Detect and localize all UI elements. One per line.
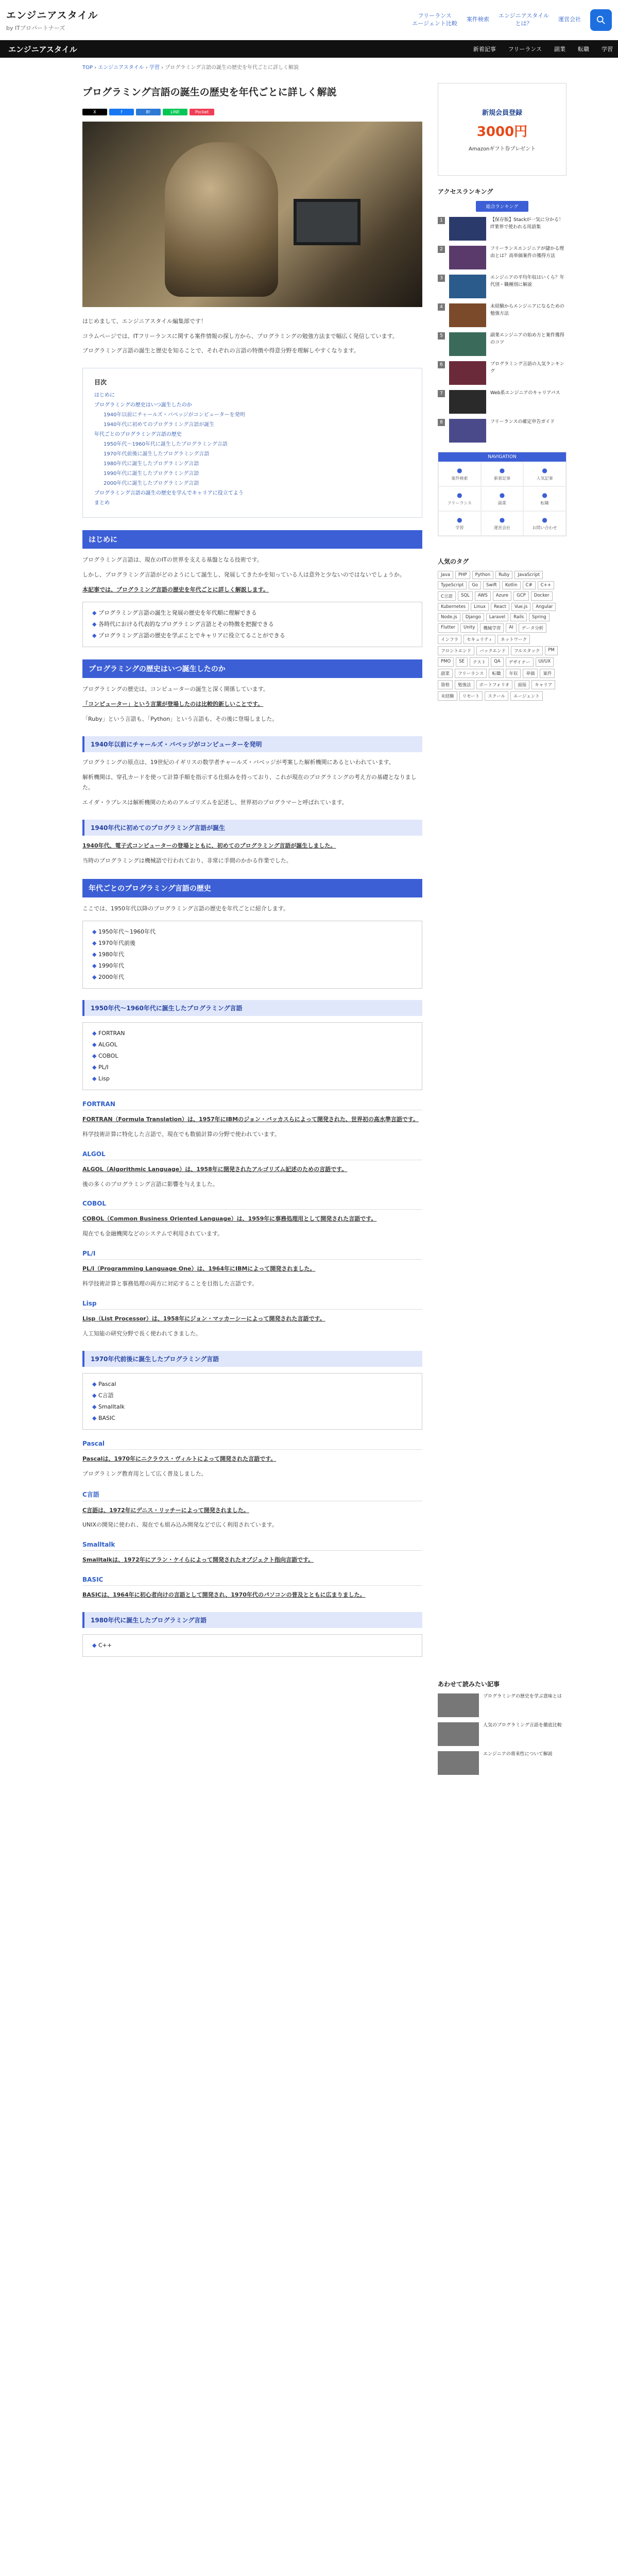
tag-chip[interactable]: Kubernetes [438,603,469,611]
tag-chip[interactable]: フロントエンド [438,646,474,655]
recommended-item-title: プログラミングの歴史を学ぶ意味とは [483,1694,562,1699]
subsection-heading: 1980年代に誕生したプログラミング言語 [82,1612,422,1628]
tag-chip[interactable]: QA [491,657,504,667]
tag-chip[interactable]: JavaScript [514,571,543,579]
navigation-cell-icon: ● [499,516,505,523]
tag-chip[interactable]: スクール [485,691,508,701]
tag-chip[interactable]: C言語 [438,591,456,601]
list-item: ◆ プログラミング言語の誕生と発展の歴史を年代順に理解できる [92,607,413,619]
rank-number: 5 [438,332,445,340]
ranking-item[interactable] [438,303,566,327]
tag-chip[interactable]: リモート [459,691,483,701]
share-x-button[interactable]: X [82,109,107,115]
tag-chip[interactable]: キャリア [531,680,555,689]
tag-cloud [438,571,566,701]
navigation-cell[interactable] [481,462,524,486]
list-item: ◆ 各時代における代表的なプログラミング言語とその特徴を把握できる [92,619,413,630]
breadcrumb-top[interactable]: TOP [82,65,93,71]
tag-chip[interactable]: ネットワーク [497,635,530,644]
paragraph: UNIXの開発に使われ、現在でも組み込み開発などで広く利用されています。 [82,1521,278,1529]
navigation-title: NAVIGATION [438,452,566,462]
tag-chip[interactable]: PHP [455,571,470,579]
navigation-cell-label: 人気記事 [536,476,553,481]
language-heading: ALGOL [82,1150,422,1160]
list-item: ◆ 1950年代〜1960年代 [92,926,413,938]
navigation-cell-label: 学習 [455,526,464,530]
navigation-cell[interactable] [438,462,481,486]
paragraph: 「コンピューター」という言葉が登場したのは比較的新しいことです。 [82,700,264,707]
subsection-heading: 1940年以前にチャールズ・バベッジがコンピューターを発明 [82,736,422,752]
ranking-item[interactable] [438,419,566,443]
toc-item[interactable]: 1940年以前にチャールズ・バベッジがコンピューターを発明 [104,412,245,418]
tag-chip[interactable]: React [491,603,509,611]
article-thumbnail [438,1751,479,1775]
tag-chip[interactable]: AWS [475,591,491,601]
list-item: ◆ 1970年代前後 [92,938,413,949]
toc-item[interactable]: まとめ [94,500,110,506]
navigation-cell-icon: ● [542,516,547,523]
paragraph: 人工知能の研究分野で長く使われてきました。 [82,1330,201,1337]
paragraph: ALGOL（Algorithmic Language）は、1958年に開発されたアルゴリズム記述のための言語です。 [82,1165,348,1173]
tag-chip[interactable]: 年収 [506,669,521,678]
tag-chip[interactable]: Spring [529,613,549,621]
subsection-heading: 1940年代に初めてのプログラミング言語が誕生 [82,820,422,836]
share-hatena-button[interactable]: B! [136,109,161,115]
tag-chip[interactable]: テスト [470,657,489,667]
nav-item-learning[interactable]: 学習 [602,46,613,53]
header-links [412,9,612,31]
paragraph: 解析機関は、穿孔カードを使って計算手順を指示する仕組みを持っており、これが現在のプログラミングの考え方の基礎となりました。 [82,773,417,791]
paragraph: PL/I（Programming Language One）は、1964年にIBMによって開発されました。 [82,1265,316,1273]
recommended-item-title: エンジニアの将来性について解説 [483,1752,553,1757]
tag-chip[interactable]: バックエンド [476,646,509,655]
nav-item-side-job[interactable]: 副業 [554,46,565,53]
navigation-cell-label: 転職 [540,501,549,505]
tag-chip[interactable]: Unity [460,623,478,633]
share-facebook-button[interactable]: f [109,109,134,115]
navigation-cell-icon: ● [457,492,462,499]
tag-chip[interactable]: Laravel [486,613,508,621]
toc-item[interactable]: 1980年代に誕生したプログラミング言語 [104,461,199,467]
tab-overall-ranking[interactable]: 総合ランキング [476,201,529,212]
tag-chip[interactable]: 案件 [540,669,555,678]
ranking-item-title: 副業エンジニアの始め方と案件獲得のコツ [490,333,564,345]
paragraph: Smalltalkは、1972年にアラン・ケイらによって開発されたオブジェクト指向言語です。 [82,1556,314,1564]
tag-chip[interactable]: 未経験 [438,691,457,701]
toc-item[interactable]: 1970年代前後に誕生したプログラミング言語 [104,451,210,457]
rank-number: 8 [438,419,445,426]
sidebar [438,76,566,1780]
banner-amount: 3000円 [476,124,528,140]
search-icon [596,15,606,25]
logo-text: エンジニアスタイル [6,10,98,21]
language-heading: PL/I [82,1250,422,1260]
list-item: ◆ BASIC [92,1413,413,1424]
article-thumbnail [449,390,486,414]
section-heading: はじめに [82,530,422,549]
tag-chip[interactable]: Kotlin [502,581,521,589]
language-list [82,1634,422,1657]
language-heading: Smalltalk [82,1541,422,1551]
rank-number: 2 [438,246,445,253]
tag-chip[interactable]: ポートフォリオ [476,680,513,689]
tag-chip[interactable]: Azure [493,591,511,601]
toc-item[interactable]: 1950年代〜1960年代に誕生したプログラミング言語 [104,442,228,448]
banner-title: 新規会員登録 [482,109,522,117]
nav-item-new[interactable]: 新着記事 [473,46,496,53]
list-item: ◆ 2000年代 [92,972,413,983]
paragraph: 後の多くのプログラミング言語に影響を与えました。 [82,1180,218,1188]
recommended-item[interactable] [438,1693,566,1717]
navigation-cell-icon: ● [499,467,505,474]
toc-item[interactable]: 年代ごとのプログラミング言語の歴史 [94,432,182,438]
navigation-cell-icon: ● [457,516,462,523]
list-item: ◆ Pascal [92,1379,413,1390]
subsection-heading: 1970年代前後に誕生したプログラミング言語 [82,1351,422,1367]
paragraph: FORTRAN（Formula Translation）は、1957年にIBMのジョン・バッカスらによって開発された、世界初の高水準言語です。 [82,1115,419,1123]
header-link-agent-compare[interactable]: フリーランス エージェント比較 [412,12,457,27]
ranking-tabs [438,201,566,212]
list-item: ◆ ALGOL [92,1039,413,1050]
ranking-item-title: Web系エンジニアのキャリアパス [490,391,560,396]
hero-image [82,122,422,307]
header-link-about[interactable]: エンジニアスタイル とは？ [498,12,549,27]
toc-item[interactable]: プログラミング言語の誕生の歴史を学んでキャリアに役立てよう [94,490,244,497]
share-pocket-button[interactable]: Pocket [190,109,214,115]
toc-item[interactable]: 2000年代に誕生したプログラミング言語 [104,481,199,487]
breadcrumb-site[interactable]: エンジニアスタイル [98,65,144,71]
paragraph: 当時のプログラミングは機械語で行われており、非常に手間のかかる作業でした。 [82,857,292,865]
language-list [82,1022,422,1090]
language-heading: FORTRAN [82,1100,422,1110]
language-heading: Lisp [82,1300,422,1310]
search-button[interactable] [590,9,612,31]
tag-chip[interactable]: 勉強法 [455,680,474,689]
ranking-item[interactable] [438,390,566,414]
nav-menu [473,45,613,53]
intro-paragraph: プログラミング言語の誕生と歴史を知ることで、それぞれの言語の特徴や得意分野を理解しやすくなります。 [82,347,359,354]
tag-chip[interactable]: 資格 [438,680,453,689]
tag-chip[interactable]: デザイナー [506,657,534,667]
article [82,76,422,1780]
article-title: プログラミング言語の誕生の歴史を年代ごとに詳しく解説 [82,87,337,98]
ranking-item[interactable] [438,246,566,269]
list-item: ◆ 1980年代 [92,949,413,960]
tag-chip[interactable]: Python [472,571,493,579]
navigation-cell-label: 副業 [497,501,506,505]
tag-chip[interactable]: 機械学習 [480,623,504,633]
table-of-contents [82,368,422,518]
navigation-cell[interactable] [523,462,566,486]
language-list [82,1373,422,1430]
recommended-list [438,1693,566,1775]
tag-chip[interactable]: 面接 [514,680,529,689]
paragraph: Pascalは、1970年にニクラウス・ヴィルトによって開発された言語です。 [82,1455,277,1462]
tag-chip[interactable]: エージェント [510,691,543,701]
paragraph: 科学技術計算と事務処理の両方に対応することを目指した言語です。 [82,1280,258,1287]
language-heading: Pascal [82,1440,422,1450]
share-buttons [82,109,422,115]
rank-number: 3 [438,275,445,282]
navigation-cell[interactable] [438,486,481,511]
list-item: ◆ COBOL [92,1050,413,1062]
hero-monitor [294,199,360,245]
article-thumbnail [449,419,486,443]
language-heading: COBOL [82,1200,422,1210]
navigation-grid [438,452,566,536]
rank-number: 4 [438,303,445,311]
list-item: ◆ 1990年代 [92,960,413,972]
toc-item[interactable]: 1990年代に誕生したプログラミング言語 [104,471,199,477]
ranking-item-title: プログラミング言語の人気ランキング [490,362,564,374]
toc-item[interactable]: プログラミングの歴史はいつ誕生したのか [94,402,192,409]
tag-chip[interactable]: フリーランス [455,669,487,678]
language-heading: C言語 [82,1490,422,1501]
paragraph: 1940年代、電子式コンピューターの登場とともに、初めてのプログラミング言語が誕生しました。 [82,842,336,850]
list-item: ◆ プログラミング言語の歴史を学ぶことでキャリアに役立てることができる [92,630,413,641]
navigation-cell-label: 新着記事 [493,476,510,481]
navigation-cell[interactable] [481,486,524,511]
tag-chip[interactable]: Go [469,581,481,589]
tag-chip[interactable]: Rails [510,613,527,621]
subsection-heading: 1950年代〜1960年代に誕生したプログラミング言語 [82,1000,422,1016]
breadcrumb-category[interactable]: 学習 [149,65,160,71]
article-thumbnail [438,1693,479,1717]
section-heading: プログラミングの歴史はいつ誕生したのか [82,659,422,678]
paragraph: ここでは、1950年代以降のプログラミング言語の歴史を年代ごとに紹介します。 [82,905,289,912]
header-link-job-search[interactable]: 案件検索 [466,16,489,23]
ranking-item[interactable] [438,332,566,356]
tag-chip[interactable]: Angular [533,603,556,611]
tag-chip[interactable]: Java [438,571,453,579]
tag-chip[interactable]: GCP [513,591,529,601]
list-item: ◆ FORTRAN [92,1028,413,1039]
paragraph: COBOL（Common Business Oriented Language）は、1959年に事務処理用として開発された言語です。 [82,1215,377,1223]
article-thumbnail [449,361,486,385]
banner-subtext: Amazonギフト券プレゼント [468,146,536,152]
navigation-cell[interactable] [481,511,524,536]
language-heading: BASIC [82,1576,422,1586]
site-logo[interactable] [6,8,346,32]
list-item: ◆ Lisp [92,1073,413,1084]
list-item: ◆ PL/I [92,1062,413,1073]
tag-chip[interactable]: SE [456,657,468,667]
tag-chip[interactable]: フルスタック [511,646,543,655]
paragraph: BASICは、1964年に初心者向けの言語として開発され、1970年代のパソコンの普及とともに広まりました。 [82,1591,366,1599]
summary-box [82,602,422,647]
tag-chip[interactable]: UI/UX [536,657,554,667]
tag-chip[interactable]: C++ [538,581,554,589]
tag-chip[interactable]: Node.js [438,613,460,621]
tag-chip[interactable]: 副業 [438,669,453,678]
tags-title: 人気のタグ [438,558,469,565]
ranking-title: アクセスランキング [438,188,493,195]
article-thumbnail [438,1722,479,1746]
article-thumbnail [449,275,486,298]
tag-chip[interactable]: セキュリティ [464,635,495,644]
navigation-cell-label: お問い合わせ [532,526,557,530]
navigation-cell-icon: ● [499,492,505,499]
navigation-cell[interactable] [438,511,481,536]
paragraph: 科学技術計算に特化した言語で、現在でも数値計算の分野で使われています。 [82,1130,280,1138]
navigation-cell-label: フリーランス [447,501,472,505]
toc-item[interactable]: はじめに [94,393,115,399]
breadcrumb-current: プログラミング言語の誕生の歴史を年代ごとに詳しく解説 [165,65,299,71]
ranking-item-title: フリーランスエンジニアが儲かる理由とは？高単価案件の獲得方法 [490,246,564,259]
tag-chip[interactable]: PM [545,646,557,655]
navigation-cell-label: 案件検索 [451,476,468,481]
navigation-cell[interactable] [523,486,566,511]
ranking-item-title: フリーランスの確定申告ガイド [490,419,555,425]
main-nav [0,40,618,58]
navigation-cell[interactable] [523,511,566,536]
tag-chip[interactable]: インフラ [438,635,461,644]
signup-banner[interactable] [438,83,566,176]
navigation-cell-icon: ● [542,467,547,474]
paragraph: 現在でも金融機関などのシステムで利用されています。 [82,1230,224,1238]
paragraph: しかし、プログラミング言語がどのようにして誕生し、発展してきたかを知っている人は意外と少ないのではないでしょうか。 [82,571,405,579]
paragraph: プログラミングの歴史は、コンピューターの誕生と深く関係しています。 [82,685,269,692]
list-item: ◆ C++ [92,1640,413,1651]
ranking-item-title: 【保存版】Stackが一気に分かる！IT業界で使われる用語集 [490,217,563,230]
article-thumbnail [449,246,486,269]
tag-chip[interactable]: SQL [458,591,473,601]
rank-number: 1 [438,217,445,224]
rank-number: 7 [438,390,445,397]
tag-chip[interactable]: 転職 [489,669,504,678]
paragraph: 「Ruby」という言語も、「Python」という言語も、その後に登場しました。 [82,715,278,722]
paragraph: エイダ・ラブレスは解析機関のためのアルゴリズムを記述し、世界初のプログラマーと呼ばれています。 [82,799,348,806]
paragraph: プログラミング言語は、現在のITの世界を支える基盤となる技術です。 [82,556,263,564]
nav-item-career[interactable]: 転職 [578,46,589,53]
navigation-cell-label: 運営会社 [493,526,510,530]
tag-chip[interactable]: C# [523,581,536,589]
share-line-button[interactable]: LINE [163,109,187,115]
breadcrumb: TOP › エンジニアスタイル › 学習 › プログラミング言語の誕生の歴史を年代ごとに詳しく解説 [82,65,299,71]
tag-chip[interactable]: AI [506,623,516,633]
section-heading: 年代ごとのプログラミング言語の歴史 [82,879,422,897]
tag-chip[interactable]: TypeScript [438,581,467,589]
ranking-item[interactable] [438,361,566,385]
recommended-item-title: 人気のプログラミング言語を徹底比較 [483,1723,562,1728]
tag-chip[interactable]: Ruby [495,571,512,579]
rank-number: 6 [438,361,445,368]
recommended-item[interactable] [438,1751,566,1775]
tag-chip[interactable]: Docker [531,591,553,601]
tag-chip[interactable]: データ分析 [519,623,547,633]
article-thumbnail [449,332,486,356]
ranking-item-title: 未経験からエンジニアになるための勉強方法 [490,304,564,316]
tag-chip[interactable]: Linux [471,603,489,611]
paragraph: C言語は、1972年にデニス・リッチーによって開発されました。 [82,1506,249,1514]
tag-chip[interactable]: Vue.js [511,603,530,611]
list-item: ◆ C言語 [92,1390,413,1401]
tag-chip[interactable]: Swift [483,581,500,589]
list-item: ◆ Smalltalk [92,1401,413,1413]
toc-item[interactable]: 1940年代に初めてのプログラミング言語が誕生 [104,422,215,428]
toc-title: 目次 [94,379,107,386]
era-list [82,921,422,989]
ranking-item-title: エンジニアの平均年収はいくら？年代別・職種別に解説 [490,275,564,287]
recommended-title: あわせて読みたい記事 [438,1681,500,1688]
ranking-list [438,217,566,443]
navigation-cell-icon: ● [542,492,547,499]
intro-paragraph: はじめまして、エンジニアスタイル編集部です！ [82,317,207,325]
tag-chip[interactable]: 単価 [523,669,538,678]
paragraph: 本記事では、プログラミング言語の歴史を年代ごとに詳しく解説します。 [82,586,269,594]
nav-item-freelance[interactable]: フリーランス [508,46,542,53]
nav-site-name[interactable]: エンジニアスタイル [8,44,77,54]
navigation-cell-icon: ● [457,467,462,474]
paragraph: プログラミング教育用として広く普及しました。 [82,1470,207,1477]
ranking-item[interactable] [438,217,566,241]
header-link-company[interactable]: 運営会社 [558,16,581,23]
article-thumbnail [449,303,486,327]
tag-chip[interactable]: Flutter [438,623,458,633]
paragraph: Lisp（List Processor）は、1958年にジョン・マッカーシーによって開発された言語です。 [82,1315,325,1323]
article-thumbnail [449,217,486,241]
hero-figure [165,142,278,297]
recommended-item[interactable] [438,1722,566,1746]
logo-subtext: by ITプロパートナーズ [6,25,65,31]
top-header [0,0,618,40]
tag-chip[interactable]: Django [462,613,484,621]
paragraph: プログラミングの原点は、19世紀のイギリスの数学者チャールズ・バベッジが考案した解析機関にあるといわれています。 [82,758,394,766]
tag-chip[interactable]: PMO [438,657,454,667]
ranking-item[interactable] [438,275,566,298]
intro-paragraph: コラムページでは、ITフリーランスに関する案件情報の探し方から、プログラミングの勉強方法まで幅広く発信しています。 [82,332,398,340]
